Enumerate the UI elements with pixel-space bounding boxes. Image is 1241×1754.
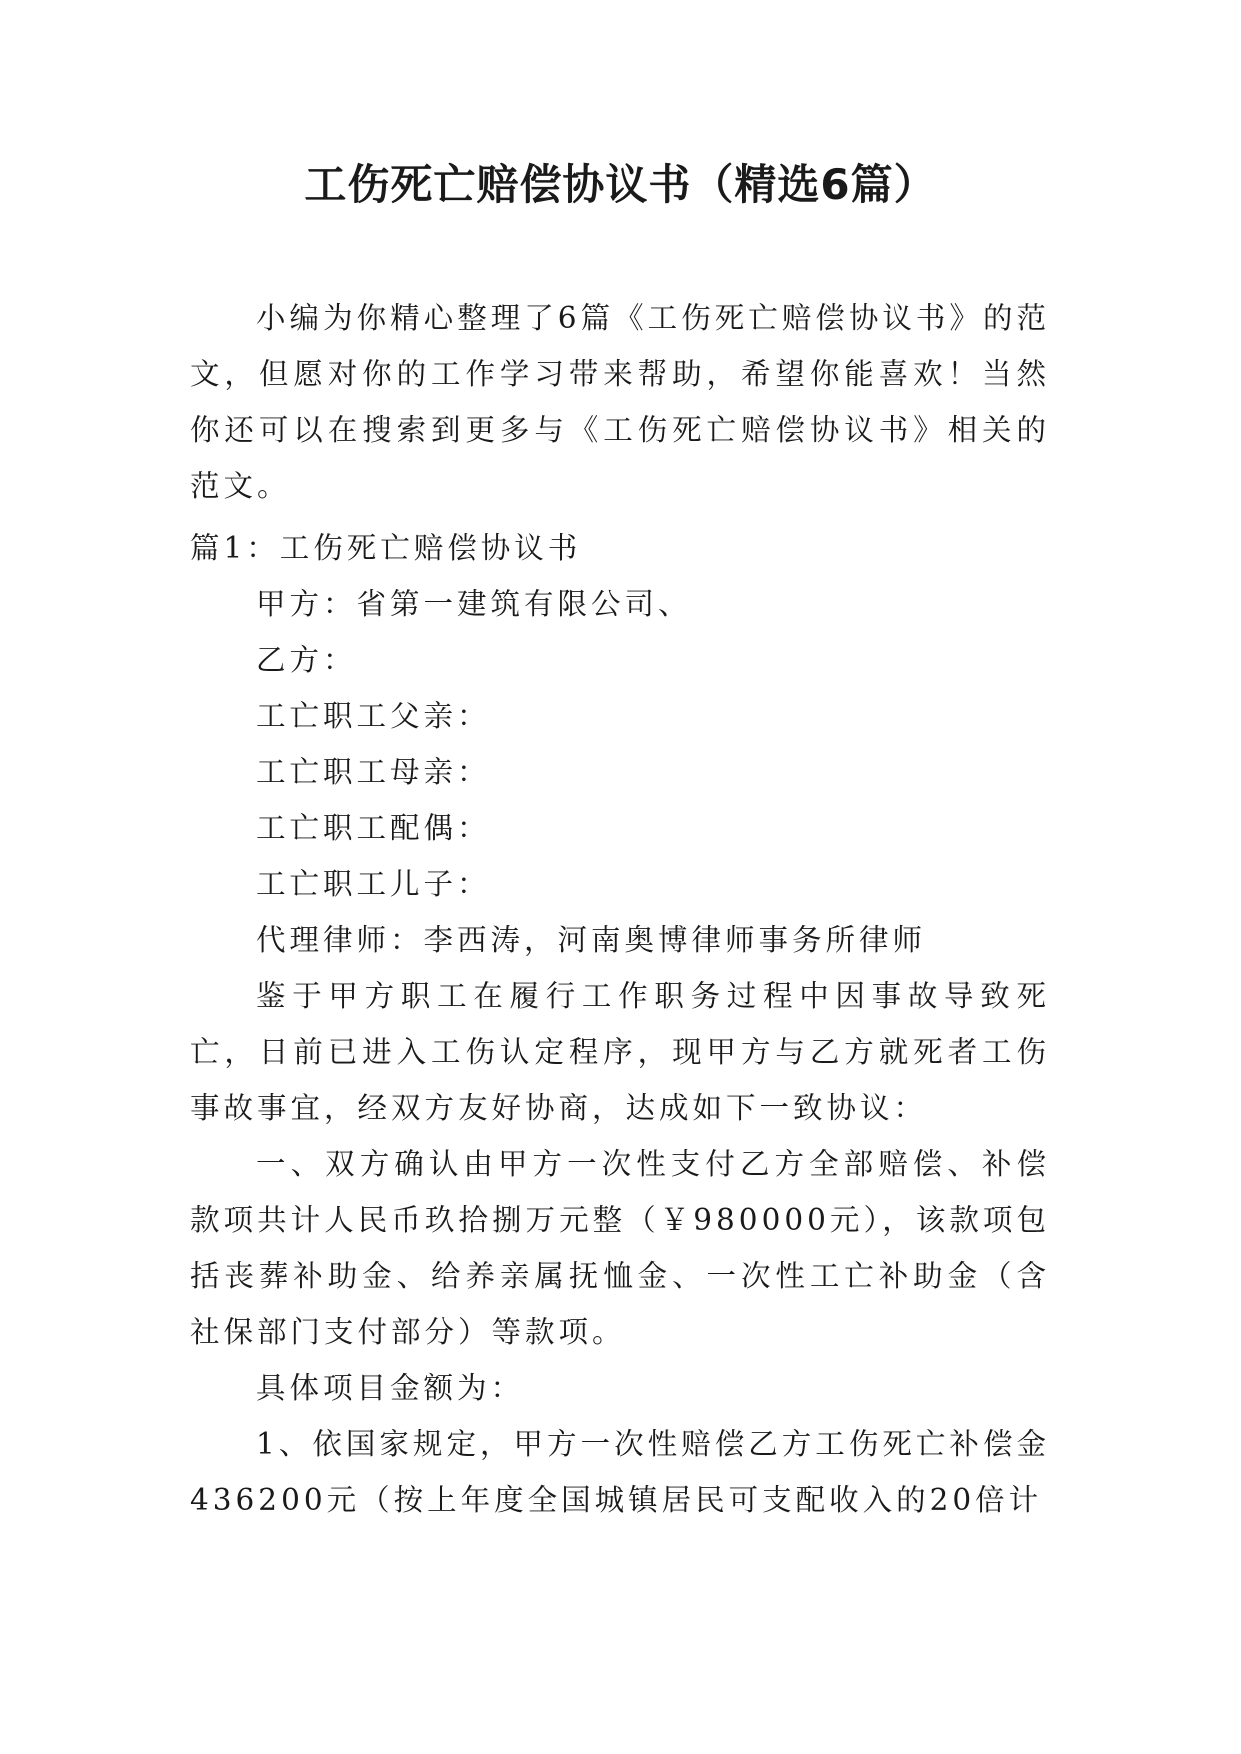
- amounts-heading: 具体项目金额为：: [256, 1371, 525, 1405]
- clause-1-paragraph: 一、双方确认由甲方一次性支付乙方全部赔偿、补偿款项共计人民币玖拾捌万元整（￥980000元），该款项包括丧葬补助金、给养亲属抚恤金、一次性工亡补助金（含社保部门支付部分）等款项。: [190, 1147, 1050, 1349]
- document-title: 工伤死亡赔偿协议书（精选6篇）: [304, 160, 937, 209]
- section-heading: 篇1：工伤死亡赔偿协议书: [190, 531, 582, 565]
- intro-paragraph: 小编为你精心整理了6篇《工伤死亡赔偿协议书》的范文，但愿对你的工作学习带来帮助，希望你能喜欢！当然你还可以在搜索到更多与《工伤死亡赔偿协议书》相关的范文。: [190, 301, 1050, 503]
- lawyer-line: 代理律师：李西涛，河南奥博律师事务所律师: [256, 923, 927, 957]
- section-1: [190, 520, 1050, 1528]
- party-a-line: 甲方：省第一建筑有限公司、: [256, 587, 692, 621]
- item-1-paragraph: 1、依国家规定，甲方一次性赔偿乙方工伤死亡补偿金436200元（按上年度全国城镇居民可支配收入的20倍计: [190, 1427, 1050, 1517]
- preamble-paragraph: 鉴于甲方职工在履行工作职务过程中因事故导致死亡，日前已进入工伤认定程序，现甲方与乙方就死者工伤事故事宜，经双方友好协商，达成如下一致协议：: [190, 979, 1050, 1125]
- intro-block: [190, 290, 1050, 514]
- son-line: 工亡职工儿子：: [256, 867, 491, 901]
- mother-line: 工亡职工母亲：: [256, 755, 491, 789]
- party-b-line: 乙方：: [256, 643, 357, 677]
- father-line: 工亡职工父亲：: [256, 699, 491, 733]
- spouse-line: 工亡职工配偶：: [256, 811, 491, 845]
